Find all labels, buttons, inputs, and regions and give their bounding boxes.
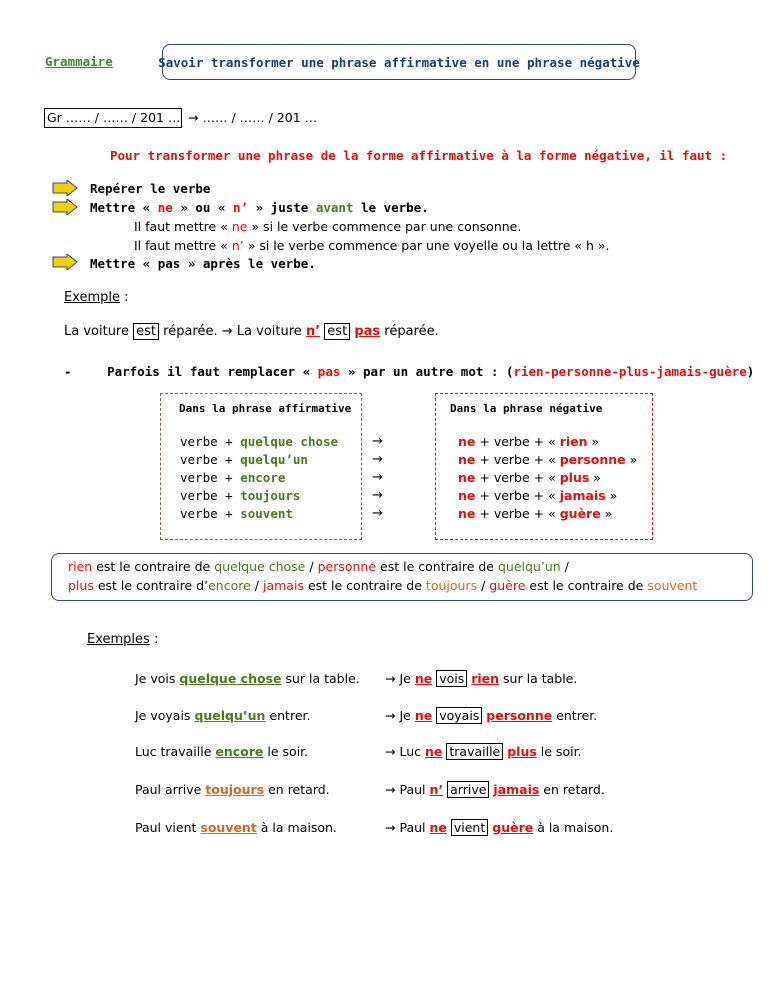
contraire-text: est le contraire de bbox=[307, 578, 422, 593]
date-field-right bbox=[188, 110, 317, 125]
sub-rule-part: Il faut mettre « bbox=[134, 219, 228, 234]
rule-2-avant: avant bbox=[315, 200, 354, 215]
verb-plus: + verbe + bbox=[479, 488, 545, 503]
example-text: réparée. bbox=[163, 324, 218, 339]
verb-plus: + verbe + bbox=[479, 434, 545, 449]
negative-row: ne + verbe + « plus » bbox=[458, 470, 601, 485]
verb-plus: verbe + bbox=[180, 470, 233, 485]
example-negative bbox=[385, 708, 597, 723]
arrow-right-icon: → bbox=[385, 671, 396, 686]
rule-2-part: le verbe. bbox=[361, 200, 429, 215]
verb-plus: + verbe + bbox=[479, 452, 545, 467]
example-text: le soir. bbox=[267, 744, 309, 759]
subject-label: Grammaire bbox=[45, 54, 113, 69]
affirmative-word: toujours bbox=[240, 488, 301, 503]
parfois-list: rien-personne-plus-jamais-guère bbox=[513, 364, 747, 379]
verb-box: vient bbox=[451, 819, 488, 836]
contraire-box bbox=[51, 553, 753, 601]
negation-word: plus bbox=[559, 470, 590, 485]
verb-box: voyais bbox=[436, 707, 482, 724]
example-negative bbox=[385, 671, 577, 686]
affirmative-word: quelque chose bbox=[240, 434, 339, 449]
example-text: sur la table. bbox=[503, 671, 578, 686]
example-text: le soir. bbox=[540, 744, 582, 759]
word-quelquun: quelqu’un bbox=[497, 559, 561, 574]
arrow-right-icon: → bbox=[385, 744, 396, 759]
lesson-title-text: Savoir transformer une phrase affirmative en une phrase négative bbox=[158, 54, 640, 70]
parfois-text: » par un autre mot : ( bbox=[347, 364, 514, 379]
negation-ne: ne bbox=[458, 470, 476, 485]
arrow-right-icon: → bbox=[385, 708, 396, 723]
example-negative bbox=[385, 782, 605, 797]
example-text: entrer. bbox=[556, 708, 598, 723]
exemple-heading bbox=[64, 290, 129, 305]
example-text: Paul bbox=[399, 820, 426, 835]
rule-2-part: Mettre « bbox=[90, 200, 151, 215]
example-text: sur la table. bbox=[285, 671, 360, 686]
verb-plus: + verbe + bbox=[479, 506, 545, 521]
exemple-sentence bbox=[64, 324, 439, 339]
negation-ne: ne bbox=[414, 671, 433, 686]
example-affirmative bbox=[135, 782, 330, 797]
example-negative bbox=[385, 820, 613, 835]
sub-rule-n: n’ bbox=[231, 238, 244, 253]
negation-ne: ne bbox=[458, 452, 476, 467]
affirmative-row bbox=[180, 470, 285, 485]
date-right-text: …… / …… / 201 … bbox=[202, 110, 318, 125]
negation-pas: pas bbox=[354, 324, 381, 339]
example-text: Paul arrive bbox=[135, 782, 202, 797]
exemple-colon: : bbox=[120, 290, 129, 305]
separator: / bbox=[564, 559, 569, 574]
word-personne: personne bbox=[317, 559, 377, 574]
rule-2-part: » ou « bbox=[180, 200, 226, 215]
contraire-text: est le contraire de bbox=[380, 559, 494, 574]
intro-text: Pour transformer une phrase de la forme affirmative à la forme négative, il faut : bbox=[110, 148, 728, 163]
verb-box: travaille bbox=[446, 743, 503, 760]
affirmative-heading: Dans la phrase affirmative bbox=[179, 402, 352, 415]
negation-word: jamais bbox=[559, 488, 606, 503]
negative-row: ne + verbe + « personne » bbox=[458, 452, 638, 467]
affirmative-row bbox=[180, 506, 293, 521]
contraire-text: est le contraire de bbox=[529, 578, 644, 593]
example-word: souvent bbox=[200, 820, 257, 835]
separator: / bbox=[254, 578, 260, 593]
rule-2-ne: ne bbox=[157, 200, 173, 215]
word-plus: plus bbox=[68, 578, 94, 593]
example-text: La voiture bbox=[64, 324, 129, 339]
arrow-right-icon: → bbox=[385, 820, 396, 835]
example-text: Je vois bbox=[135, 671, 176, 686]
example-affirmative bbox=[135, 671, 360, 686]
example-text: Paul vient bbox=[135, 820, 197, 835]
exemples-label-text: Exemples bbox=[87, 632, 150, 647]
verb-plus: verbe + bbox=[180, 434, 233, 449]
negation-ne: ne bbox=[414, 708, 433, 723]
example-word: toujours bbox=[205, 782, 265, 797]
verb-plus: verbe + bbox=[180, 506, 233, 521]
negation-word: personne bbox=[559, 452, 626, 467]
lesson-title bbox=[158, 44, 640, 80]
yellow-arrow-icon bbox=[52, 199, 78, 215]
negation-word: jamais bbox=[493, 782, 540, 797]
example-text: à la maison. bbox=[260, 820, 337, 835]
arrow-right-icon: → bbox=[221, 324, 233, 339]
example-word: encore bbox=[215, 744, 264, 759]
date-field-left: Gr …… / …… / 201 … bbox=[44, 108, 182, 128]
negation-ne: ne bbox=[458, 488, 476, 503]
arrow-right-icon: → bbox=[372, 470, 383, 485]
contraire-text: est le contraire d’ bbox=[97, 578, 209, 593]
negation-word: guère bbox=[492, 820, 534, 835]
example-text: La voiture bbox=[236, 324, 302, 339]
contraire-line-2 bbox=[68, 578, 697, 593]
example-text: Je bbox=[399, 708, 411, 723]
affirmative-word: souvent bbox=[240, 506, 293, 521]
example-text: Luc bbox=[399, 744, 422, 759]
separator: / bbox=[481, 578, 486, 593]
verb-plus: + verbe + bbox=[479, 470, 545, 485]
affirmative-word: encore bbox=[240, 470, 286, 485]
example-negative bbox=[385, 744, 582, 759]
contraire-line-1 bbox=[68, 559, 569, 574]
yellow-arrow-icon bbox=[52, 180, 78, 196]
affirmative-word: quelqu’un bbox=[240, 452, 308, 467]
dash-bullet: - bbox=[64, 364, 72, 379]
negative-row: ne + verbe + « rien » bbox=[458, 434, 600, 449]
affirmative-row bbox=[180, 488, 300, 503]
example-text: entrer. bbox=[269, 708, 311, 723]
parfois-text: Parfois il faut remplacer « bbox=[107, 364, 311, 379]
word-souvent: souvent bbox=[647, 578, 698, 593]
example-text: à la maison. bbox=[537, 820, 614, 835]
example-affirmative bbox=[135, 744, 308, 759]
example-word: quelqu’un bbox=[194, 708, 266, 723]
negation-ne: ne bbox=[458, 434, 476, 449]
affirmative-row bbox=[180, 452, 308, 467]
negative-row: ne + verbe + « jamais » bbox=[458, 488, 618, 503]
arrow-right-icon: → bbox=[188, 110, 199, 125]
separator: / bbox=[309, 559, 314, 574]
verb-box: est bbox=[133, 323, 159, 340]
sub-rule-2 bbox=[134, 238, 610, 253]
negation-ne: ne bbox=[429, 820, 447, 835]
example-word: quelque chose bbox=[179, 671, 282, 686]
sub-rule-1 bbox=[134, 219, 521, 234]
verb-box: vois bbox=[436, 670, 467, 687]
negation-word: guère bbox=[559, 506, 601, 521]
negative-heading: Dans la phrase négative bbox=[450, 402, 603, 415]
example-text: réparée. bbox=[384, 324, 439, 339]
arrow-right-icon: → bbox=[385, 782, 396, 797]
exemple-label-text: Exemple bbox=[64, 290, 121, 305]
example-text: Luc travaille bbox=[135, 744, 212, 759]
verb-box: est bbox=[324, 323, 350, 340]
parfois-pas: pas bbox=[317, 364, 341, 379]
word-jamais: jamais bbox=[263, 578, 304, 593]
sub-rule-part: Il faut mettre « bbox=[134, 238, 228, 253]
rule-1: Repérer le verbe bbox=[90, 181, 211, 196]
negation-word: rien bbox=[559, 434, 588, 449]
example-affirmative bbox=[135, 820, 337, 835]
affirmative-row bbox=[180, 434, 338, 449]
negation-ne: ne bbox=[458, 506, 476, 521]
negation-word: personne bbox=[486, 708, 553, 723]
example-text: Paul bbox=[399, 782, 426, 797]
yellow-arrow-icon bbox=[52, 254, 78, 270]
verb-plus: verbe + bbox=[180, 488, 233, 503]
arrow-right-icon: → bbox=[372, 488, 383, 503]
word-rien: rien bbox=[68, 559, 93, 574]
arrow-right-icon: → bbox=[372, 452, 383, 467]
negation-ne: n’ bbox=[305, 324, 321, 339]
sub-rule-part: » si le verbe commence par une voyelle ou la lettre « h ». bbox=[247, 238, 610, 253]
rule-2-part: » juste bbox=[255, 200, 309, 215]
word-quelque-chose: quelque chose bbox=[214, 559, 306, 574]
example-text: Je voyais bbox=[135, 708, 191, 723]
contraire-text: est le contraire de bbox=[96, 559, 211, 574]
rule-3: Mettre « pas » après le verbe. bbox=[90, 256, 316, 271]
word-guere: guère bbox=[489, 578, 526, 593]
verb-box: arrive bbox=[447, 781, 489, 798]
negation-ne: n’ bbox=[429, 782, 444, 797]
example-text: Je bbox=[399, 671, 411, 686]
example-affirmative bbox=[135, 708, 310, 723]
rule-2-n: n’ bbox=[233, 200, 249, 215]
example-text: en retard. bbox=[268, 782, 330, 797]
exemples-heading bbox=[87, 632, 158, 647]
exemples-colon: : bbox=[149, 632, 159, 647]
arrow-right-icon: → bbox=[372, 434, 383, 449]
sub-rule-part: » si le verbe commence par une consonne. bbox=[251, 219, 522, 234]
negative-row: ne + verbe + « guère » bbox=[458, 506, 613, 521]
rule-2 bbox=[90, 200, 429, 215]
parfois-text: ) bbox=[746, 364, 755, 379]
verb-plus: verbe + bbox=[180, 452, 233, 467]
parfois-line bbox=[64, 364, 754, 379]
sub-rule-ne: ne bbox=[231, 219, 248, 234]
negation-word: rien bbox=[471, 671, 500, 686]
example-text: en retard. bbox=[543, 782, 605, 797]
word-encore: encore bbox=[208, 578, 251, 593]
arrow-right-icon: → bbox=[372, 506, 383, 521]
negation-ne: ne bbox=[425, 744, 443, 759]
negation-word: plus bbox=[507, 744, 537, 759]
word-toujours: toujours bbox=[425, 578, 478, 593]
